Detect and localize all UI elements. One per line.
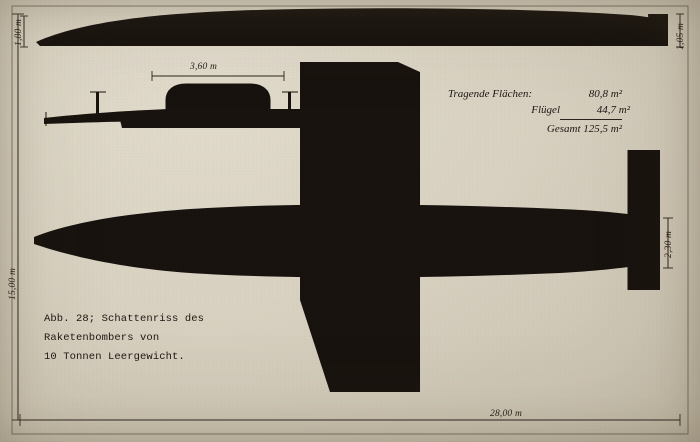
dimension-label-height-left: 1,80 m [14, 18, 24, 46]
dimension-cabin-width [152, 71, 284, 81]
wing-areas-block [448, 86, 630, 137]
wing-area-fuselage-value: 80,8 m² [588, 88, 622, 100]
caption-line-2: Raketenbombers von [44, 332, 160, 344]
front-view-fin-right [288, 92, 291, 122]
figure-caption [44, 310, 204, 367]
dimension-label-span-left: 15,00 m [8, 267, 18, 300]
wing-area-wing-key: Flügel [531, 104, 560, 116]
dimension-label-height-right: 1,05 m [676, 22, 686, 50]
wing-area-total: Gesamt 125,5 m² [546, 123, 622, 135]
wing-area-wing-value: 44,7 m² [596, 104, 630, 116]
dimension-label-cabin-width: 3,60 m [190, 62, 218, 72]
dimension-length-bottom [20, 414, 680, 426]
front-view-fin-left [96, 92, 99, 122]
plan-view-tail-fin [628, 150, 660, 290]
caption-line-1: Abb. 28; Schattenriss des [44, 313, 205, 325]
areas-divider [560, 119, 622, 120]
caption-line-3: 10 Tonnen Leergewicht. [44, 351, 185, 363]
plan-view-fuselage [34, 205, 656, 278]
front-view-cabin [166, 84, 270, 120]
plan-view-wing-upper [300, 62, 420, 212]
wing-areas-heading: Tragende Flächen: [448, 88, 533, 100]
dimension-label-tail-height: 2,30 m [664, 230, 674, 258]
side-view-group [36, 8, 668, 46]
wing-areas-heading-row [448, 86, 630, 102]
dimension-span-left [12, 14, 24, 420]
wing-area-row-wing [448, 102, 630, 118]
plan-view-wing-lower [300, 268, 420, 392]
dimension-label-length-bottom: 28,00 m [490, 409, 523, 419]
side-view-tail-fin [648, 14, 668, 46]
